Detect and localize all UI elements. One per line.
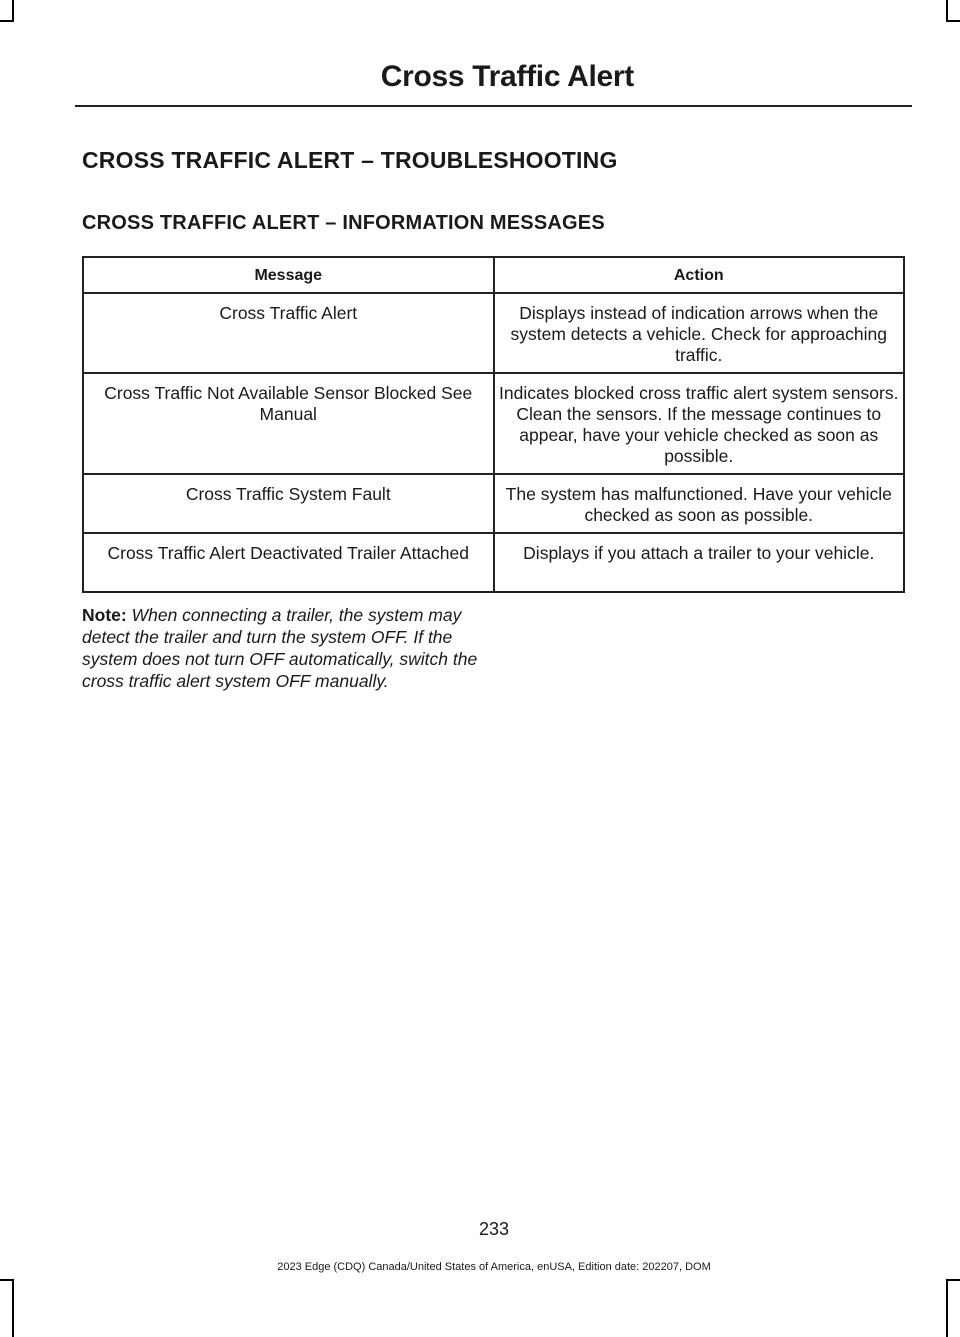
- message-cell: Cross Traffic System Fault: [83, 474, 494, 533]
- page-header-title: Cross Traffic Alert: [380, 60, 634, 93]
- message-cell: Cross Traffic Not Available Sensor Blocked See Manual: [83, 373, 494, 474]
- crop-mark: [946, 0, 948, 20]
- table-header-row: [83, 257, 904, 293]
- table-row: [83, 373, 904, 474]
- action-cell: The system has malfunctioned. Have your vehicle checked as soon as possible.: [494, 474, 905, 533]
- action-cell: Indicates blocked cross traffic alert system sensors. Clean the sensors. If the message continues to appear, have your vehicle checked as soon as possible.: [494, 373, 905, 474]
- crop-mark: [0, 20, 14, 22]
- column-header-message: Message: [83, 257, 494, 293]
- message-cell: Cross Traffic Alert: [83, 293, 494, 373]
- action-cell: Displays if you attach a trailer to your vehicle.: [494, 533, 905, 592]
- column-header-action: Action: [494, 257, 905, 293]
- table-row: [83, 293, 904, 373]
- header-divider: [75, 105, 912, 107]
- note-paragraph: [82, 604, 482, 692]
- table-row: [83, 533, 904, 592]
- page-footer: 2023 Edge (CDQ) Canada/United States of America, enUSA, Edition date: 202207, DOM: [277, 1261, 711, 1273]
- message-cell: Cross Traffic Alert Deactivated Trailer Attached: [83, 533, 494, 592]
- section-heading: CROSS TRAFFIC ALERT – TROUBLESHOOTING: [82, 147, 618, 173]
- action-cell: Displays instead of indication arrows when the system detects a vehicle. Check for approaching traffic.: [494, 293, 905, 373]
- note-text: When connecting a trailer, the system may detect the trailer and turn the system OFF. If the system does not turn OFF automatically, switch the cross traffic alert system OFF manually.: [82, 605, 478, 691]
- information-messages-table: [82, 256, 905, 593]
- section-subheading: CROSS TRAFFIC ALERT – INFORMATION MESSAGES: [82, 212, 605, 234]
- crop-mark: [12, 0, 14, 20]
- crop-mark: [946, 1279, 960, 1281]
- page-number: 233: [478, 1219, 510, 1239]
- crop-mark: [946, 20, 960, 22]
- table-row: [83, 474, 904, 533]
- crop-mark: [12, 1279, 14, 1337]
- crop-mark: [0, 1279, 14, 1281]
- crop-mark: [946, 1279, 948, 1337]
- note-label: Note:: [82, 605, 127, 625]
